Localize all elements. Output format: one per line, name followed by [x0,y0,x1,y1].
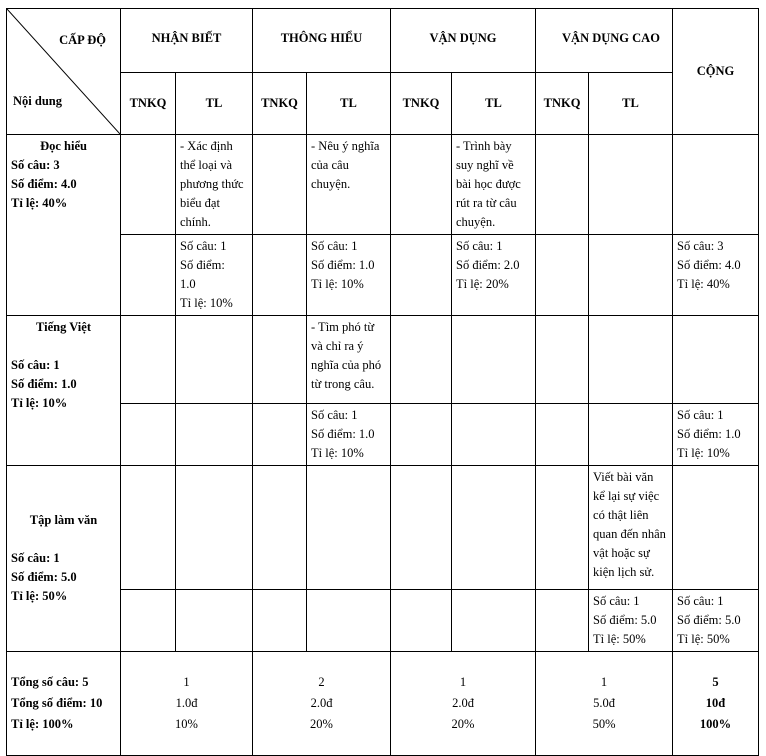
row-label-doc-hieu: Đọc hiểu Số câu: 3 Số điểm: 4.0 Tỉ lệ: 40% [7,135,121,316]
corner-content-label: Nội dung [13,94,62,108]
totals-grand: 5 10đ 100% [673,652,759,756]
tap-lam-van-total-stats: Số câu: 1 Số điểm: 5.0 Tỉ lệ: 50% [673,590,759,652]
cell [452,466,536,590]
cell [253,590,307,652]
row-label-tap-lam-van: Tập làm văn Số câu: 1 Số điểm: 5.0 Tỉ lệ: 50% [7,466,121,652]
tieng-viet-total-stats: Số câu: 1 Số điểm: 1.0 Tỉ lệ: 10% [673,404,759,466]
cell [121,404,176,466]
header-thong-hieu: THÔNG HIỂU [253,9,391,73]
row-label-totals: Tổng số câu: 5 Tổng số điểm: 10 Tỉ lệ: 100% [7,652,121,756]
tieng-viet-th-tl: - Tìm phó từ và chỉ ra ý nghĩa của phó từ trong câu. [307,316,391,404]
cell [176,316,253,404]
cell [121,316,176,404]
cell [253,135,307,235]
cell [536,404,589,466]
cell [673,135,759,235]
cell [391,404,452,466]
cell [121,466,176,590]
cell [452,404,536,466]
doc-hieu-th-tl: - Nêu ý nghĩa của câu chuyện. [307,135,391,235]
cell [121,590,176,652]
cell [253,404,307,466]
cell [452,590,536,652]
cell [121,135,176,235]
sub-tnkq: TNKQ [536,73,589,135]
cell [536,235,589,316]
cell [589,316,673,404]
cell [452,316,536,404]
sub-tl: TL [452,73,536,135]
cell [391,466,452,590]
sub-tl: TL [589,73,673,135]
header-nhan-biet: NHẬN BIẾT [121,9,253,73]
cell [536,135,589,235]
cell [121,235,176,316]
cell [176,590,253,652]
doc-hieu-th-stats: Số câu: 1 Số điểm: 1.0 Tỉ lệ: 10% [307,235,391,316]
cell [253,316,307,404]
totals-van-dung-cao: 1 5.0đ 50% [536,652,673,756]
doc-hieu-total-stats: Số câu: 3 Số điểm: 4.0 Tỉ lệ: 40% [673,235,759,316]
doc-hieu-nb-tl: - Xác định thể loại và phương thức biểu đạt chính. [176,135,253,235]
cell [536,316,589,404]
doc-hieu-vd-tl: - Trình bày suy nghĩ về bài học được rút ra từ câu chuyện. [452,135,536,235]
sub-tnkq: TNKQ [391,73,452,135]
totals-nhan-biet: 1 1.0đ 10% [121,652,253,756]
diagonal-line [7,9,120,134]
sub-tl: TL [176,73,253,135]
header-van-dung-cao: VẬN DỤNG CAO [536,9,673,73]
tap-lam-van-vdc-tl: Viết bài văn kể lại sự việc có thật liên quan đến nhân vật hoặc sự kiện lịch sử. [589,466,673,590]
cell [673,316,759,404]
row-label-tieng-viet: Tiếng Việt Số câu: 1 Số điểm: 1.0 Tỉ lệ: 10% [7,316,121,466]
sub-tnkq: TNKQ [121,73,176,135]
corner-header-cell [7,9,121,135]
cell [589,235,673,316]
exam-matrix-table [6,8,759,756]
cell [253,235,307,316]
cell [253,466,307,590]
header-van-dung: VẬN DỤNG [391,9,536,73]
cell [589,135,673,235]
cell [391,316,452,404]
tap-lam-van-vdc-stats: Số câu: 1 Số điểm: 5.0 Tỉ lệ: 50% [589,590,673,652]
cell [536,590,589,652]
sub-tnkq: TNKQ [253,73,307,135]
cell [391,590,452,652]
cell [536,466,589,590]
doc-hieu-nb-stats: Số câu: 1 Số điểm: 1.0 Tỉ lệ: 10% [176,235,253,316]
cell [307,590,391,652]
tieng-viet-th-stats: Số câu: 1 Số điểm: 1.0 Tỉ lệ: 10% [307,404,391,466]
cell [307,466,391,590]
totals-van-dung: 1 2.0đ 20% [391,652,536,756]
corner-level-label: CẤP ĐỘ [59,33,106,47]
header-total: CỘNG [673,9,759,135]
cell [391,135,452,235]
totals-thong-hieu: 2 2.0đ 20% [253,652,391,756]
cell [176,404,253,466]
sub-tl: TL [307,73,391,135]
cell [589,404,673,466]
doc-hieu-vd-stats: Số câu: 1 Số điểm: 2.0 Tỉ lệ: 20% [452,235,536,316]
cell [673,466,759,590]
cell [391,235,452,316]
cell [176,466,253,590]
